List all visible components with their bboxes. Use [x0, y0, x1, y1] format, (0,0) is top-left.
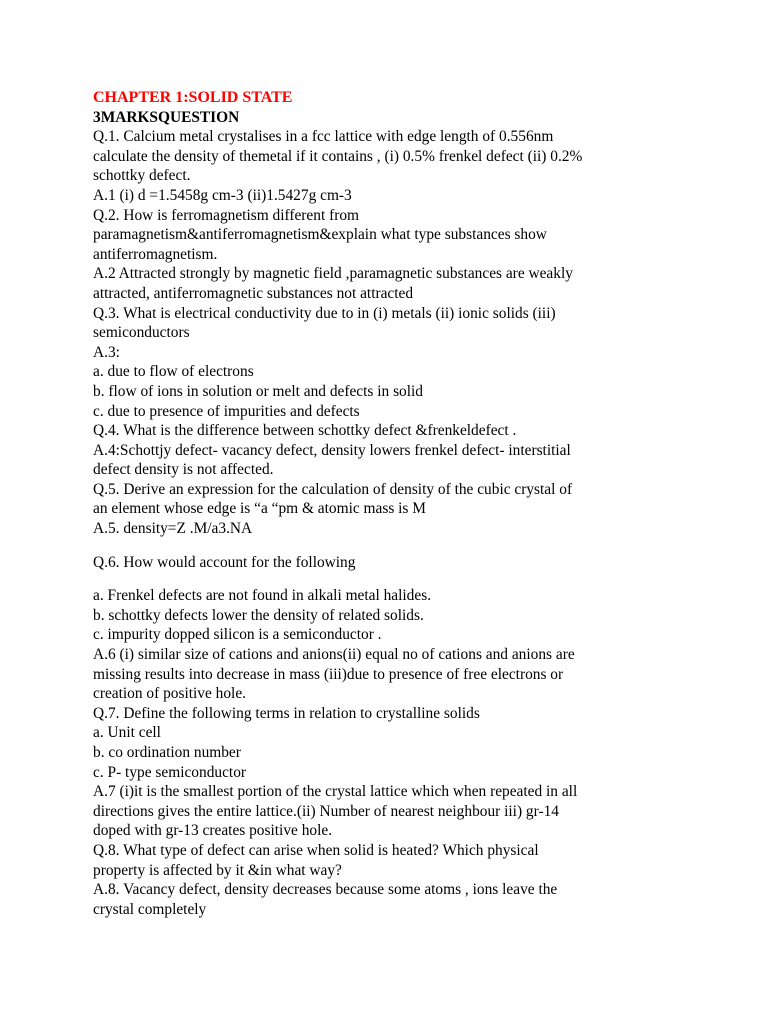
text-line: Q.8. What type of defect can arise when solid is heated? Which physical	[93, 841, 539, 859]
text-block-2	[93, 586, 693, 919]
text-line: paramagnetism&antiferromagnetism&explain what type substances show	[93, 226, 547, 244]
text-line: c. due to presence of impurities and defects	[93, 402, 360, 420]
text-line: A.6 (i) similar size of cations and anions(ii) equal no of cations and anions are	[93, 646, 575, 664]
text-line: Q.3. What is electrical conductivity due to in (i) metals (ii) ionic solids (iii)	[93, 304, 556, 322]
text-line: Q.7. Define the following terms in relation to crystalline solids	[93, 704, 480, 722]
text-line: directions gives the entire lattice.(ii) Number of nearest neighbour iii) gr-14	[93, 802, 559, 820]
text-line: c. P- type semiconductor	[93, 763, 247, 781]
text-line: A.1 (i) d =1.5458g cm-3 (ii)1.5427g cm-3	[93, 186, 352, 204]
text-line: missing results into decrease in mass (iii)due to presence of free electrons or	[93, 665, 564, 683]
text-line: A.2 Attracted strongly by magnetic field ,paramagnetic substances are weakly	[93, 265, 573, 283]
text-line: A.8. Vacancy defect, density decreases because some atoms , ions leave the	[93, 881, 558, 899]
text-line: property is affected by it &in what way?	[93, 861, 342, 879]
text-line: attracted, antiferromagnetic substances not attracted	[93, 284, 414, 302]
chapter-title: CHAPTER 1:SOLID STATE	[93, 89, 293, 106]
text-line: defect density is not affected.	[93, 461, 274, 479]
text-line: calculate the density of themetal if it contains , (i) 0.5% frenkel defect (ii) 0.2%	[93, 147, 583, 165]
text-line: antiferromagnetism.	[93, 245, 218, 263]
document-page	[93, 88, 693, 919]
text-line: b. flow of ions in solution or melt and defects in solid	[93, 382, 424, 400]
text-block-1	[93, 127, 693, 538]
text-line: semiconductors	[93, 324, 190, 342]
text-line: Q.1. Calcium metal crystalises in a fcc lattice with edge length of 0.556nm	[93, 128, 554, 146]
text-line: A.7 (i)it is the smallest portion of the crystal lattice which when repeated in all	[93, 783, 578, 801]
paragraph-gap	[93, 539, 693, 553]
text-line: creation of positive hole.	[93, 685, 247, 703]
question-6-line: Q.6. How would account for the following	[93, 553, 356, 571]
paragraph-gap	[93, 572, 693, 586]
section-heading: 3MARKSQUESTION	[93, 108, 240, 126]
text-line: a. Unit cell	[93, 724, 161, 742]
text-line: b. co ordination number	[93, 744, 241, 761]
text-line: A.5. density=Z .M/a3.NA	[93, 520, 253, 538]
text-line: an element whose edge is “a “pm & atomic mass is M	[93, 500, 426, 518]
text-line: Q.5. Derive an expression for the calculation of density of the cubic crystal of	[93, 480, 573, 498]
text-line: b. schottky defects lower the density of related solids.	[93, 606, 424, 624]
text-line: A.4:Schottjy defect- vacancy defect, density lowers frenkel defect- interstitial	[93, 441, 571, 459]
text-line: c. impurity dopped silicon is a semiconductor .	[93, 626, 382, 644]
text-line: doped with gr-13 creates positive hole.	[93, 822, 333, 840]
text-line: Q.2. How is ferromagnetism different from	[93, 206, 359, 224]
text-line: A.3:	[93, 343, 120, 361]
text-line: a. Frenkel defects are not found in alkali metal halides.	[93, 587, 432, 605]
text-line: schottky defect.	[93, 167, 191, 185]
text-line: Q.4. What is the difference between schottky defect &frenkeldefect .	[93, 422, 517, 440]
text-line: crystal completely	[93, 900, 207, 918]
text-line: a. due to flow of electrons	[93, 363, 254, 381]
